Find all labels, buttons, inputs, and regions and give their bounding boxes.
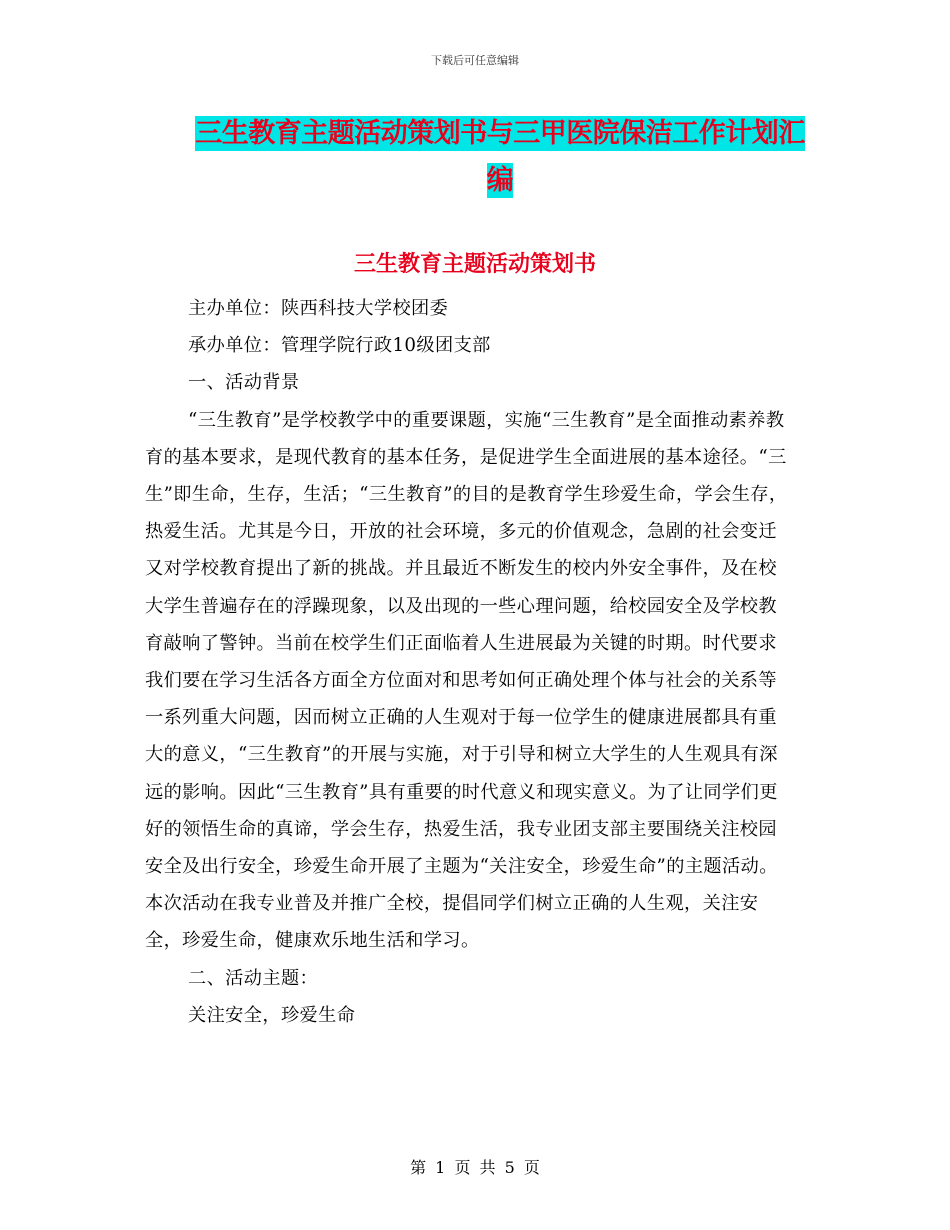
organizer-line: 主办单位：陕西科技大学校团委 xyxy=(188,298,449,319)
document-title-text: 三生教育主题活动策划书与三甲医院保洁工作计划汇编 xyxy=(195,118,805,196)
co-organizer-line: 承办单位：管理学院行政10级团支部 xyxy=(188,335,491,357)
section-title: 三生教育主题活动策划书 xyxy=(353,252,596,277)
page-footer: 第 1 页 共 5 页 xyxy=(410,1158,540,1177)
document-body xyxy=(145,290,795,1034)
theme-text: 关注安全，珍爱生命 xyxy=(188,1004,356,1026)
document-title xyxy=(190,110,810,204)
heading-theme: 二、活动主题： xyxy=(188,967,319,989)
header-note: 下载后可任意编辑 xyxy=(431,54,519,67)
background-paragraph: “三生教育”是学校教学中的重要课题，实施“三生教育”是全面推动素养教育的基本要求，是现代教育的基本任务，是促进学生全面进展的基本途径。“三生”即生命，生存，生活；“三生教育”的目的是教育学生珍爱生命，学会生存，热爱生活。尤其是今日，开放的社会环境，多元的价值观念，急剧的社会变迁又对学校教育提出了新的挑战。并且最近不断发生的校内外安全事件，及在校大学生普遍存在的浮躁现象，以及出现的一些心理问题，给校园安全及学校教育敲响了警钟。当前在校学生们正面临着人生进展最为关键的时期。时代要求我们要在学习生活各方面全方位面对和思考如何正确处理个体与社会的关系等一系列重大问题，因而树立正确的人生观对于每一位学生的健康进展都具有重大的意义，“三生教育”的开展与实施，对于引导和树立大学生的人生观具有深远的影响。因此“三生教育”具有重要的时代意义和现实意义。为了让同学们更好的领悟生命的真谛，学会生存，热爱生活，我专业团支部主要围绕关注校园安全及出行安全，珍爱生命开展了主题为“关注安全，珍爱生命”的主题活动。本次活动在我专业普及并推广全校，提倡同学们树立正确的人生观，关注安全，珍爱生命，健康欢乐地生活和学习。 xyxy=(145,409,788,952)
heading-background: 一、活动背景 xyxy=(188,372,300,394)
